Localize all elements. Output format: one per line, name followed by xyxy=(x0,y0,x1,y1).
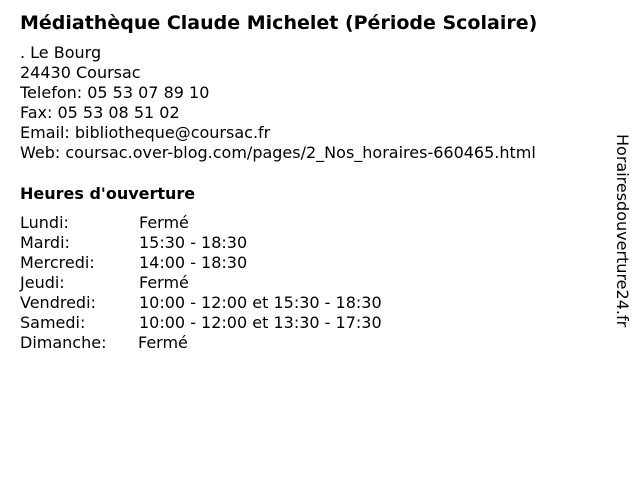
hours-time: Fermé xyxy=(138,333,188,352)
address-street: . Le Bourg xyxy=(20,43,102,62)
hours-day: Mardi: xyxy=(20,233,70,252)
hours-day: Vendredi: xyxy=(20,293,96,312)
fax-number: Fax: 05 53 08 51 02 xyxy=(20,103,180,122)
address-city: 24430 Coursac xyxy=(20,63,141,82)
site-watermark xyxy=(612,134,632,344)
hours-time: Fermé xyxy=(139,273,189,292)
watermark-text: Horairesdouverture24.fr xyxy=(613,134,632,328)
hours-day: Samedi: xyxy=(20,313,86,332)
hours-day: Mercredi: xyxy=(20,253,95,272)
hours-time: 15:30 - 18:30 xyxy=(139,233,248,252)
hours-time: Fermé xyxy=(139,213,189,232)
address-block xyxy=(20,43,536,163)
hours-day: Jeudi: xyxy=(20,273,65,292)
page-title: Médiathèque Claude Michelet (Période Scolaire) xyxy=(20,12,538,34)
hours-time: 10:00 - 12:00 et 13:30 - 17:30 xyxy=(139,313,382,332)
email-address: Email: bibliotheque@coursac.fr xyxy=(20,123,271,142)
hours-time: 10:00 - 12:00 et 15:30 - 18:30 xyxy=(139,293,382,312)
hours-day: Dimanche: xyxy=(20,333,107,352)
hours-heading: Heures d'ouverture xyxy=(20,184,196,203)
hours-time: 14:00 - 18:30 xyxy=(139,253,248,272)
website-url: Web: coursac.over-blog.com/pages/2_Nos_horaires-660465.html xyxy=(20,143,536,162)
hours-day: Lundi: xyxy=(20,213,69,232)
phone-number: Telefon: 05 53 07 89 10 xyxy=(20,83,210,102)
